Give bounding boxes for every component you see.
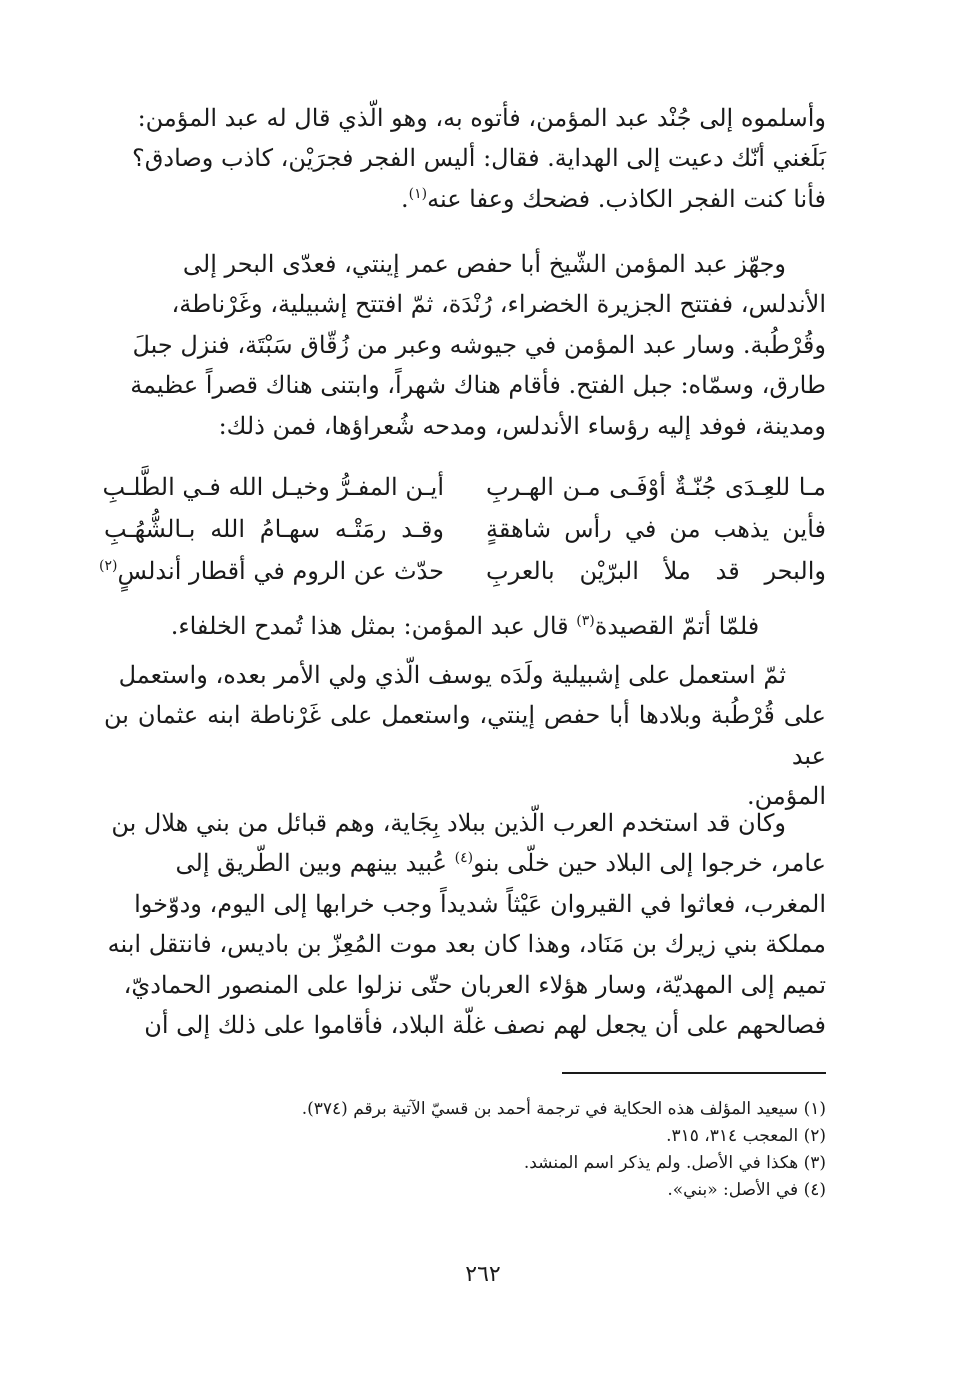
footnote-2: (٢) المعجب ٣١٤، ٣١٥. bbox=[666, 1126, 826, 1146]
footnote-ref-2[interactable]: (٢) bbox=[99, 558, 118, 574]
poem-verse bbox=[99, 550, 826, 592]
after-poem-text-1: فلمّا أتمّ القصيدة bbox=[594, 612, 760, 640]
after-poem-line bbox=[104, 606, 826, 646]
verse-second-hemistich: أيـن المفـرُّ وخيـل الله فـي الطَّلـبِ bbox=[102, 473, 444, 501]
footnote-ref-4[interactable]: (٤) bbox=[454, 850, 474, 867]
paragraph-4-line: وكان قد استخدم العرب الّذين ببلاد بِجَاية، وهم قبائل من بني هلال بن bbox=[111, 809, 786, 837]
paragraph-2-line: الأندلس، ففتتح الجزيرة الخضراء، رُنْدَة، ثمّ افتتح إشبيلية، وغَرْناطة، bbox=[171, 290, 826, 319]
paragraph-4 bbox=[104, 803, 826, 1045]
paragraph-4-text-a: عامر، خرجوا إلى البلاد حين خلّى بنو bbox=[473, 849, 826, 878]
verse-second-hemistich: وقـد رمَتْـه سهـامُ الله بـالشُّهُـبِ bbox=[104, 515, 444, 543]
paragraph-2-line: وجهّز عبد المؤمن الشّيخ أبا حفص عمر إينتي، فعدّى البحر إلى bbox=[182, 250, 786, 278]
poem bbox=[99, 466, 826, 592]
paragraph-3-line: ثمّ استعمل على إشبيلية ولَدَه يوسف الّذي ولي الأمر بعده، واستعمل bbox=[118, 661, 786, 689]
paragraph-1 bbox=[104, 98, 826, 219]
paragraph-3-line: على قُرْطُبة وبلادها أبا حفص إينتي، واستعمل على غَرْناطة ابنه عثمان بن عبد bbox=[104, 701, 826, 770]
paragraph-1-end: . bbox=[400, 184, 409, 213]
footnote-ref-1[interactable]: (١) bbox=[408, 185, 428, 202]
paragraph-1-line bbox=[104, 179, 826, 219]
paragraph-4-line: تميم إلى المهديّة، وسار هؤلاء العربان حتّى نزلوا على المنصور الحماديّ، bbox=[123, 970, 826, 999]
poem-verse bbox=[104, 508, 826, 550]
poem-verse bbox=[104, 466, 826, 508]
footnote-4: (٤) في الأصل: «بني». bbox=[667, 1180, 826, 1200]
paragraph-2-line: ومدينة، فوفد إليه رؤساء الأندلس، ومدحه شُعراؤها، فمن ذلك: bbox=[218, 411, 826, 440]
paragraph-3-line: المؤمن. bbox=[746, 782, 826, 811]
paragraph-4-line: المغرب، فعاثوا في القيروان عَيْثاً شديداً وجب خرابها إلى اليوم، ودوّخوا bbox=[134, 889, 826, 918]
paragraph-4-text-b: عُبيد بينهم وبين الطّريق إلى bbox=[175, 849, 455, 878]
verse-first-hemistich: مـا للعِـدَى جُنّـةٌ أوْفَـى مـن الهـربِ bbox=[486, 473, 826, 501]
paragraph-4-line bbox=[104, 843, 826, 883]
footnote-1: (١) سيعيد المؤلف هذه الحكاية في ترجمة أحمد بن قسيّ الآتية برقم (٣٧٤). bbox=[301, 1099, 826, 1119]
footnote-ref-3[interactable]: (٣) bbox=[576, 613, 595, 629]
paragraph-1-last-text: فأنا كنت الفجر الكاذب. فضحك وعفا عنه bbox=[427, 184, 826, 213]
footnotes bbox=[104, 1096, 826, 1204]
footnote-divider bbox=[562, 1072, 826, 1074]
paragraph-4-line: مملكة بني زيرك بن مَنَاد، وهذا كان بعد موت المُعِزّ بن باديس، فانتقل ابنه bbox=[107, 930, 826, 959]
verse-first-hemistich: والبحر قد ملأ البرّيْن بالعربِ bbox=[486, 557, 826, 585]
after-poem-text-2: قال عبد المؤمن: بمثل هذا تُمدح الخلفاء. bbox=[170, 612, 577, 640]
paragraph-1-line: بَلَغني أنّك دعيت إلى الهداية. فقال: أليس الفجر فجرَيْن، كاذب وصادق؟ bbox=[132, 144, 826, 173]
paragraph-1-line: وأسلموه إلى جُنْد عبد المؤمن، فأتوه به، وهو الّذي قال له عبد المؤمن: bbox=[137, 104, 826, 132]
verse-first-hemistich: فأين يذهب من في رأس شاهقةٍ bbox=[486, 515, 826, 543]
paragraph-2-line: طارق، وسمّاه: جبل الفتح. فأقام هناك شهراً، وابتنى هناك قصراً عظيمة bbox=[130, 371, 826, 400]
paragraph-4-line: فصالحهم على أن يجعل لهم نصف غلّة البلاد، فأقاموا على ذلك إلى أن bbox=[144, 1011, 826, 1040]
verse-second-hemistich bbox=[99, 557, 444, 585]
paragraph-3 bbox=[104, 655, 826, 817]
page-number: ٢٦٢ bbox=[465, 1262, 501, 1287]
footnote-3: (٣) هكذا في الأصل. ولم يذكر اسم المنشد. bbox=[523, 1153, 826, 1173]
verse-second-text: حدّث عن الروم في أقطار أندلسٍ bbox=[117, 557, 444, 585]
paragraph-2-line: وقُرْطُبة. وسار عبد المؤمن في جيوشه وعبر من زُقّاق سَبْتَة، فنزل جبلَ bbox=[132, 330, 826, 359]
paragraph-2 bbox=[104, 244, 826, 446]
